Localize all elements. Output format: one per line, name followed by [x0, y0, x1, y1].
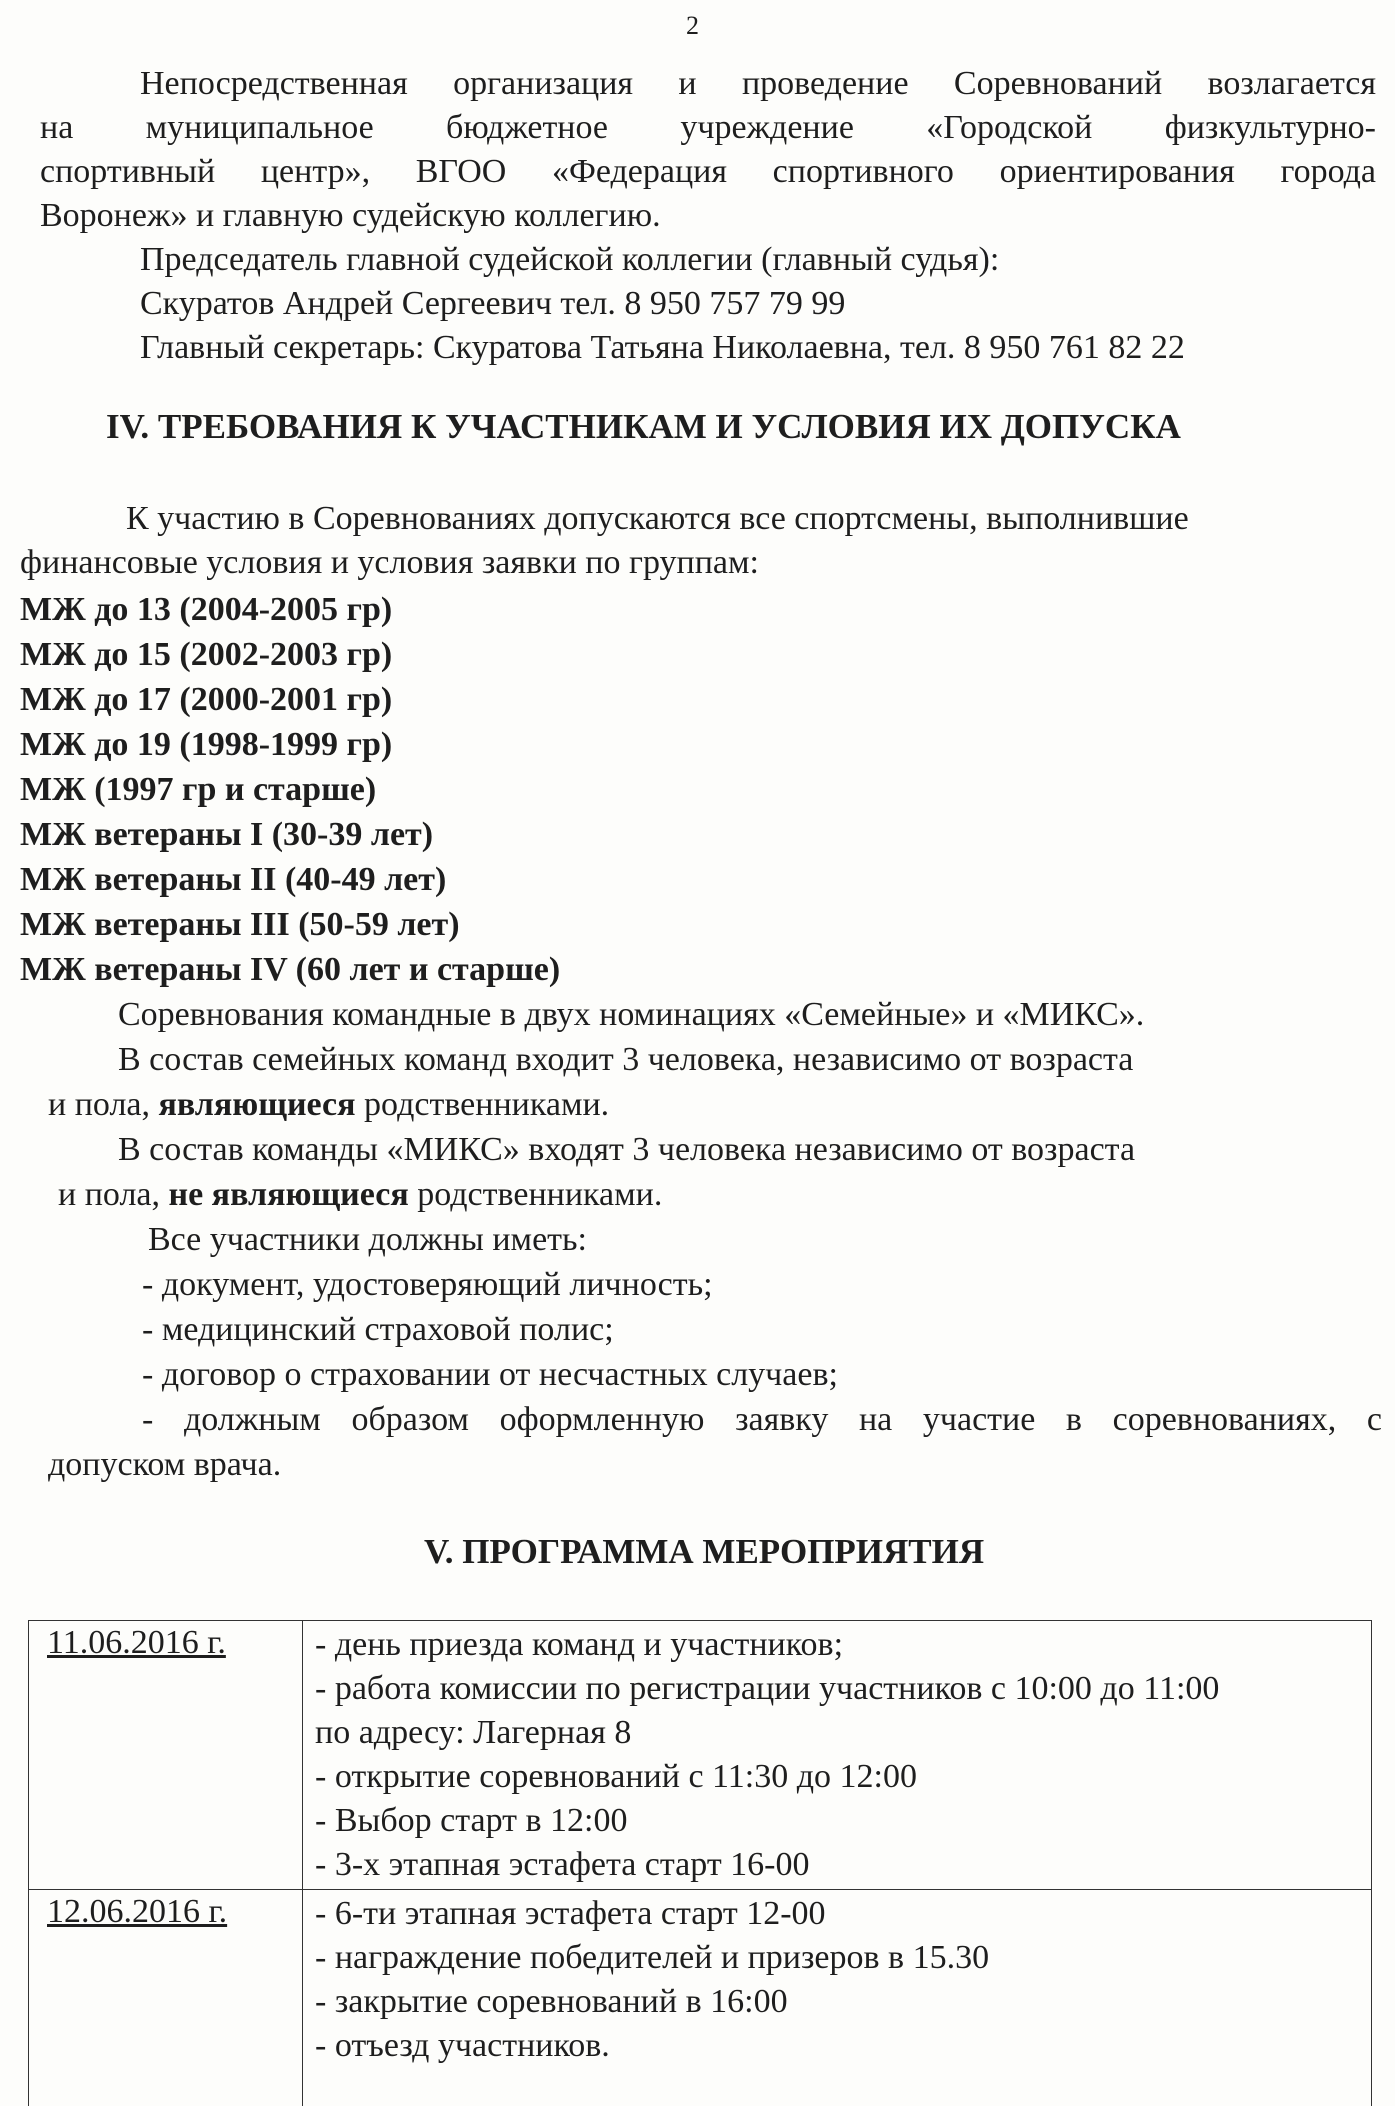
family-relatives: родственниками.: [364, 1086, 609, 1123]
section-4-heading: IV. ТРЕБОВАНИЯ К УЧАСТНИКАМ И УСЛОВИЯ ИХ ДОПУСКА: [106, 405, 1181, 449]
group-item: МЖ ветераны I (30-39 лет): [20, 813, 433, 857]
family-and-gender: и пола,: [48, 1086, 150, 1123]
table-row: [29, 1890, 1372, 2106]
doc-item: - документ, удостоверяющий личность;: [142, 1263, 713, 1307]
mix-and-gender: и пола,: [58, 1176, 160, 1213]
doc-item-last-line-2: допуском врача.: [48, 1443, 281, 1487]
mix-team-line-2: [58, 1173, 662, 1217]
group-item: МЖ (1997 гр и старше): [20, 768, 376, 812]
section-5-heading: V. ПРОГРАММА МЕРОПРИЯТИЯ: [424, 1530, 984, 1574]
mix-team-line-1: В состав команды «МИКС» входят 3 человека независимо от возраста: [118, 1128, 1135, 1172]
chair-label: Председатель главной судейской коллегии (главный судья):: [140, 238, 999, 282]
admission-intro-line-1: К участию в Соревнованиях допускаются все спортсмены, выполнившие: [126, 497, 1189, 541]
org-paragraph-line-2: на муниципальное бюджетное учреждение «Городской физкультурно-: [40, 106, 1376, 150]
admission-intro-line-2: финансовые условия и условия заявки по группам:: [20, 541, 759, 585]
program-item: - награждение победителей и призеров в 15.30: [315, 1936, 1363, 1980]
program-items-cell: [303, 1890, 1372, 2106]
family-team-line-2: [48, 1083, 609, 1127]
secretary: Главный секретарь: Скуратова Татьяна Николаевна, тел. 8 950 761 82 22: [140, 326, 1185, 370]
doc-item-last-line-1: - должным образом оформленную заявку на участие в соревнованиях, с: [142, 1398, 1382, 1442]
chair-person: Скуратов Андрей Сергеевич тел. 8 950 757 79 99: [140, 282, 845, 326]
org-paragraph-line-1: Непосредственная организация и проведение Соревнований возлагается: [140, 62, 1376, 106]
program-item: - закрытие соревнований в 16:00: [315, 1980, 1363, 2024]
group-item: МЖ ветераны II (40-49 лет): [20, 858, 446, 902]
doc-item: - договор о страховании от несчастных случаев;: [142, 1353, 838, 1397]
program-item: по адресу: Лагерная 8: [315, 1711, 1363, 1755]
docs-label: Все участники должны иметь:: [148, 1218, 587, 1262]
program-item: - 3-х этапная эстафета старт 16-00: [315, 1843, 1363, 1887]
org-paragraph-line-3: спортивный центр», ВГОО «Федерация спортивного ориентирования города: [40, 150, 1376, 194]
group-item: МЖ до 19 (1998-1999 гр): [20, 723, 392, 767]
program-items-cell: [303, 1621, 1372, 1890]
group-item: МЖ до 15 (2002-2003 гр): [20, 633, 392, 677]
mix-not-related-emphasis: не являющиеся: [169, 1176, 409, 1213]
team-note: Соревнования командные в двух номинациях «Семейные» и «МИКС».: [118, 993, 1144, 1037]
group-item: МЖ ветераны IV (60 лет и старше): [20, 948, 560, 992]
program-item: - день приезда команд и участников;: [315, 1623, 1363, 1667]
program-item: - открытие соревнований с 11:30 до 12:00: [315, 1755, 1363, 1799]
table-bottom-space: [315, 2068, 1363, 2104]
group-item: МЖ ветераны III (50-59 лет): [20, 903, 460, 947]
page-number: 2: [686, 4, 699, 48]
program-item: - работа комиссии по регистрации участников с 10:00 до 11:00: [315, 1667, 1363, 1711]
doc-item: - медицинский страховой полис;: [142, 1308, 614, 1352]
program-item: - 6-ти этапная эстафета старт 12-00: [315, 1892, 1363, 1936]
program-date-cell: [29, 1621, 303, 1890]
program-date-cell: [29, 1890, 303, 2106]
org-paragraph-line-4: Воронеж» и главную судейскую коллегию.: [40, 194, 661, 238]
family-team-line-1: В состав семейных команд входит 3 человека, независимо от возраста: [118, 1038, 1133, 1082]
program-date: 11.06.2016 г.: [47, 1624, 226, 1661]
family-related-emphasis: являющиеся: [159, 1086, 356, 1123]
table-row: [29, 1621, 1372, 1890]
program-table: [28, 1620, 1372, 2106]
program-date: 12.06.2016 г.: [47, 1893, 227, 1930]
group-item: МЖ до 17 (2000-2001 гр): [20, 678, 392, 722]
program-item: - отъезд участников.: [315, 2024, 1363, 2068]
group-item: МЖ до 13 (2004-2005 гр): [20, 588, 392, 632]
mix-relatives: родственниками.: [417, 1176, 662, 1213]
program-item: - Выбор старт в 12:00: [315, 1799, 1363, 1843]
